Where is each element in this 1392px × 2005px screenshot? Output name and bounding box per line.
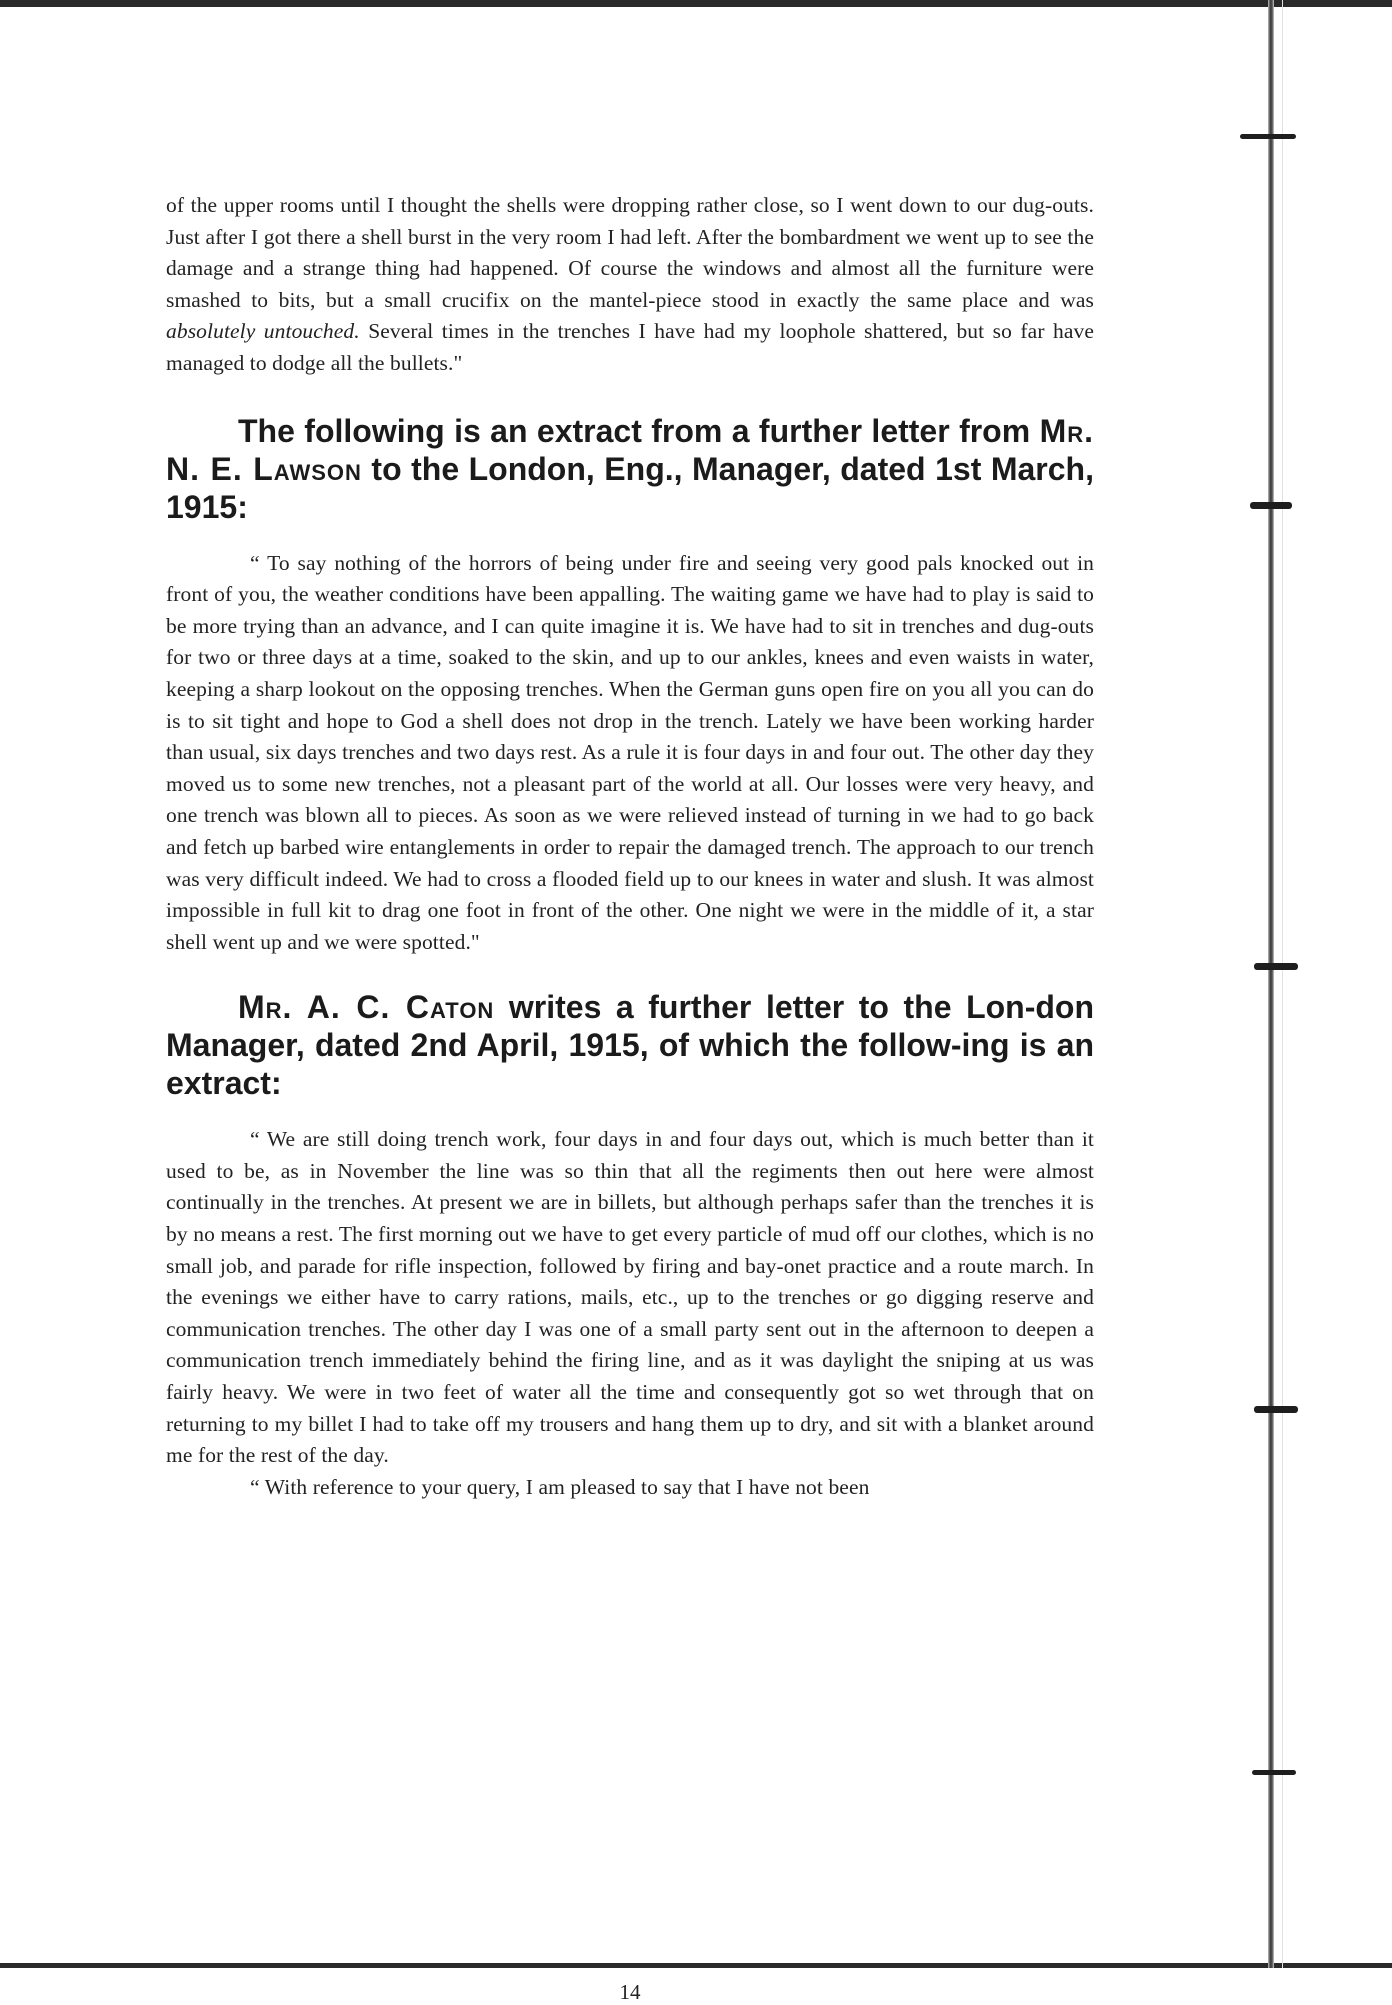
heading-text: writes a further letter to the Lon-don Manager, dated 2nd April, 1915, of which the follow-ing is an extract: (166, 989, 1095, 1102)
paragraph-text: Several times in the trenches I have had my loophole shattered, but so far have managed to dodge all the bullets." (166, 319, 1094, 375)
binding-stitch (1252, 1770, 1296, 1775)
binding-stitch (1240, 134, 1296, 139)
page-number: 14 (619, 1980, 641, 2004)
lawson-letter-extract: “ To say nothing of the horrors of being under fire and seeing very good pals knocked out in front of you, the weather conditions have been appalling. The waiting game we have had to play is said to be more trying than an advance, and I can quite imagine it is. We have had to sit in trenches and dug-outs for two or three days at a time, soaked to the skin, and up to our ankles, knees and even waists in water, keeping a sharp lookout on the opposing trenches. When the German guns open fire on you all you can do is to sit tight and hope to God a shell does not drop in the trench. Lately we have been working harder than usual, six days trenches and two days rest. As a rule it is four days in and four out. The other day they moved us to some new trenches, not a pleasant part of the world at all. Our losses were very heavy, and one trench was blown all to pieces. As soon as we were relieved instead of turning in we had to go back and fetch up barbed wire entanglements in order to repair the damaged trench. The approach to our trench was very difficult indeed. We had to cross a flooded field up to our knees in water and slush. It was almost impossible in full kit to drag one foot in front of the other. One night we were in the middle of it, a star shell went up and we were spotted." (166, 550, 1094, 954)
binding-stitch (1250, 502, 1292, 509)
binding-stitch (1254, 963, 1298, 970)
section-heading-caton (166, 988, 1094, 1102)
scan-bottom-edge (0, 1963, 1392, 1968)
section-heading-lawson (166, 412, 1094, 526)
caton-letter-continued: “ With reference to your query, I am pleased to say that I have not been (250, 1474, 870, 1499)
binding-stitch (1254, 1406, 1298, 1413)
heading-text: to the London, Eng., Manager, dated 1st March, 1915: (166, 450, 1094, 525)
binding-shadow (1282, 0, 1283, 1968)
document-page (166, 190, 1095, 2004)
caton-letter-extract: “ We are still doing trench work, four days in and four days out, which is much better than it used to be, as in November the line was so thin that all the regiments then out here were almost continually in the trenches. At present we are in billets, but although perhaps safer than the trenches it is by no means a rest. The first morning out we have to get every particle of mud off our clothes, which is no small job, and parade for rifle inspection, followed by firing and bay-onet practice and a route march. In the evenings we either have to carry rations, mails, etc., up to the trenches or go digging reserve and communication trenches. The other day I was one of a small party sent out in the afternoon to deepen a communication trench immediately behind the firing line, and as it was daylight the sniping at us was fairly heavy. We were in two feet of water all the time and consequently got so wet through that on returning to my billet I had to take off my trousers and hang them up to dry, and sit with a blanket around me for the rest of the day. (166, 1127, 1094, 1468)
author-name: Mr. N. E. Lawson (166, 412, 1094, 487)
letter-continuation (166, 190, 1094, 380)
heading-text: The following is an extract from a further letter from (238, 412, 1040, 449)
italic-emphasis: absolutely untouched. (166, 319, 360, 344)
paragraph-text: of the upper rooms until I thought the shells were dropping rather close, so I went down to our dug-outs. Just after I got there a shell burst in the very room I had left. After the bombardment we went up to see the damage and a strange thing had happened. Of course the windows and almost all the furniture were smashed to bits, but a small crucifix on the mantel-piece stood in exactly the same place and was (166, 193, 1094, 312)
author-name: Mr. A. C. Caton (238, 989, 495, 1026)
scan-top-edge (0, 0, 1392, 7)
book-binding (1268, 0, 1274, 1968)
